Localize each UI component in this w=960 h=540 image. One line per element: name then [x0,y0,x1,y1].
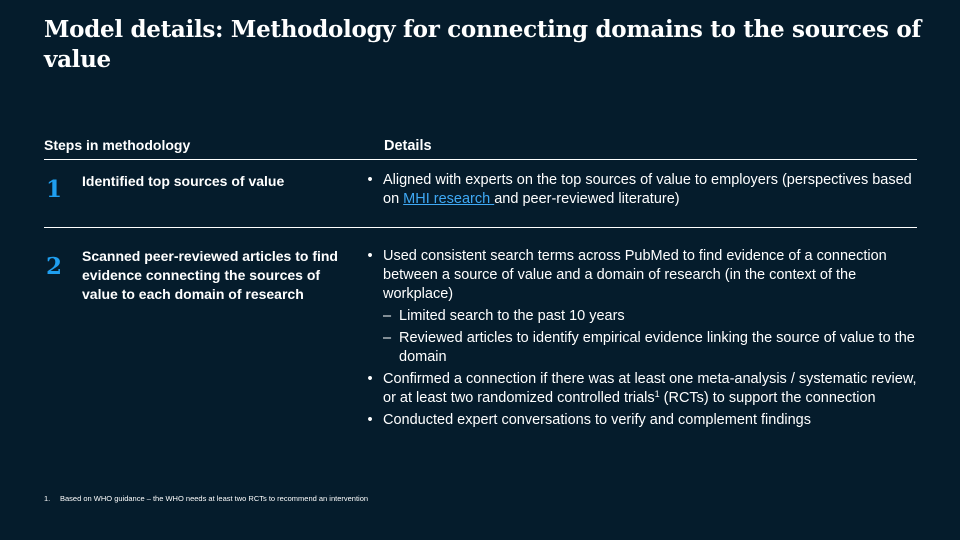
steps-column-header: Steps in methodology [44,137,191,153]
sub-list-item [364,329,924,367]
step-1-number: 1 [46,176,63,203]
detail-text: and peer-reviewed literature) [494,191,680,207]
detail-text: Limited search to the past 10 years [399,308,625,324]
dash-icon: – [383,330,392,346]
detail-text: Reviewed articles to identify empirical evidence linking the source of value to the domain [399,330,915,365]
details-column-header: Details [384,138,432,154]
footnote-text: Based on WHO guidance – the WHO needs at least two RCTs to recommend an intervention [60,494,369,503]
list-item [364,171,924,209]
step-2-details [364,247,924,433]
bullet-icon: • [367,412,373,428]
detail-text: Used consistent search terms across PubMed to find evidence of a connection between a source of value and a domain of research (in the context of the workplace) [383,248,887,302]
step-2-label: Scanned peer-reviewed articles to find evidence connecting the sources of value to each domain of research [82,248,338,302]
bullet-icon: • [367,248,373,264]
detail-text: Conducted expert conversations to verify and complement findings [383,412,811,428]
list-item [364,370,924,408]
footnote-number: 1. [44,494,51,503]
bullet-icon: • [367,371,373,387]
page-title: Model details: Methodology for connecting domains to the sources of value [44,16,922,73]
footnote-marker: 1 [654,389,660,399]
header-divider [44,159,917,160]
step-divider [44,227,917,228]
dash-icon: – [383,308,392,324]
sub-list-item [364,307,924,326]
detail-text: Confirmed a connection if there was at least one meta-analysis / systematic review, or at least two randomized controlled trials [383,371,917,406]
list-item [364,411,924,430]
bullet-icon: • [367,172,373,188]
step-2-number: 2 [46,253,63,280]
step-1-label: Identified top sources of value [82,173,285,189]
mhi-research-link[interactable]: MHI research [403,191,495,207]
footnote [44,494,368,504]
detail-text: Aligned with experts on the top sources of value to employers (perspectives based on [383,172,912,207]
list-item [364,247,924,304]
detail-text: (RCTs) to support the connection [659,390,876,406]
step-1-details [364,171,924,212]
